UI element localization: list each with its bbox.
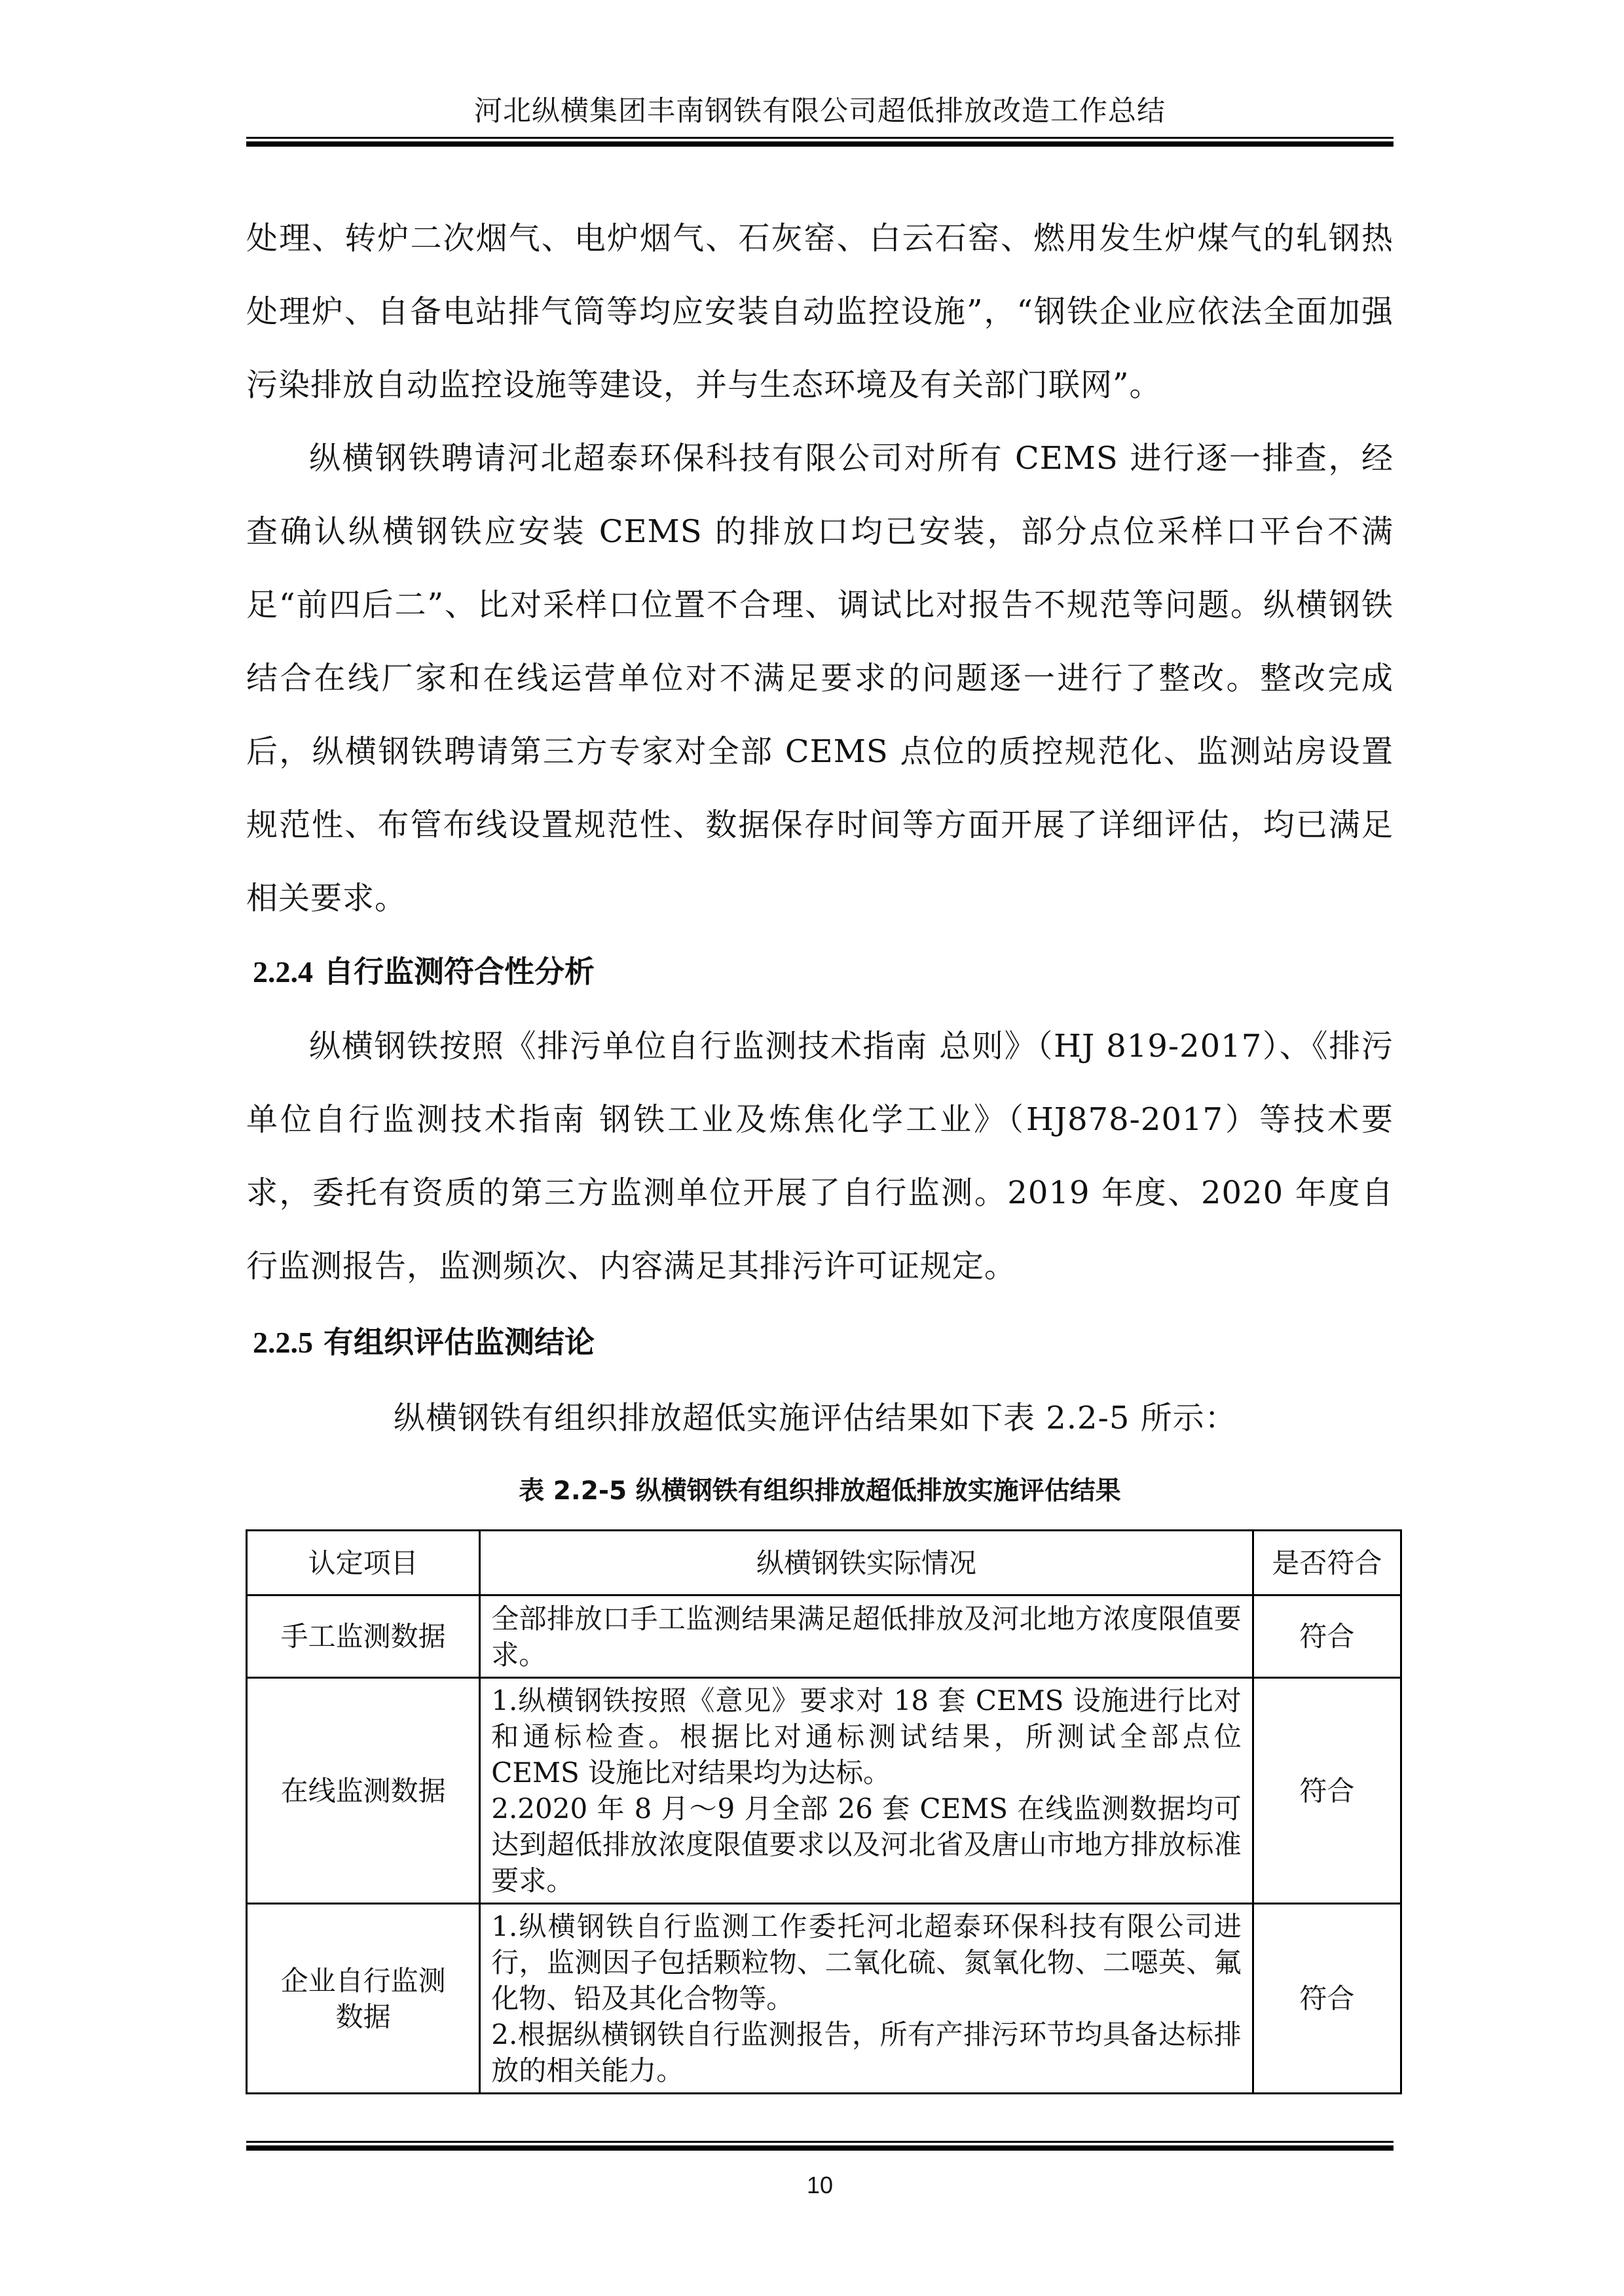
section-title: 自行监测符合性分析 bbox=[323, 954, 595, 989]
footer-rule-thin bbox=[246, 2141, 1393, 2143]
paragraph-continuation: 处理、转炉二次烟气、电炉烟气、石灰窑、白云石窑、燃用发生炉煤气的轧钢热处理炉、自备电站排气筒等均应安装自动监控设施”，“钢铁企业应依法全面加强污染排放自动监控设施等建设，并与生态环境及有关部门联网”。 bbox=[246, 220, 1393, 403]
table-header-cell: 是否符合 bbox=[1253, 1531, 1401, 1595]
paragraph-self-monitoring: 纵横钢铁按照《排污单位自行监测技术指南 总则》（HJ 819-2017）、《排污单位自行监测技术指南 钢铁工业及炼焦化学工业》（HJ878-2017）等技术要求，委托有资质的第三方监测单位开展了自行监测。2019 年度、2020 年度自行监测报告，监测频次、内容满足其排污许可证规定。 bbox=[246, 1028, 1393, 1285]
table-header-cell: 纵横钢铁实际情况 bbox=[480, 1531, 1253, 1595]
table-cell-detail bbox=[480, 1678, 1253, 1904]
page-number: 10 bbox=[806, 2172, 834, 2198]
table-header-row bbox=[247, 1531, 1401, 1595]
table-cell-result: 符合 bbox=[1253, 1904, 1401, 2094]
header-rule-thin bbox=[246, 137, 1393, 139]
evaluation-table bbox=[246, 1529, 1402, 2094]
detail-line: 2.2020 年 8 月～9 月全部 26 套 CEMS 在线监测数据均可达到超低排放浓度限值要求以及河北省及唐山市地方排放标准要求。 bbox=[491, 1793, 1242, 1897]
section-heading-2-2-4 bbox=[253, 939, 595, 1005]
paragraph-cems-review: 纵横钢铁聘请河北超泰环保科技有限公司对所有 CEMS 进行逐一排查，经查确认纵横钢铁应安装 CEMS 的排放口均已安装，部分点位采样口平台不满足“前四后二”、比对采样口位置不合理、调试比对报告不规范等问题。纵横钢铁结合在线厂家和在线运营单位对不满足要求的问题逐一进行了整改。整改完成后，纵横钢铁聘请第三方专家对全部 CEMS 点位的质控规范化、监测站房设置规范性、布管布线设置规范性、数据保存时间等方面开展了详细评估，均已满足相关要求。 bbox=[246, 440, 1393, 917]
section-title: 有组织评估监测结论 bbox=[323, 1324, 595, 1360]
table-header-cell: 认定项目 bbox=[247, 1531, 480, 1595]
table-row bbox=[247, 1595, 1401, 1678]
paragraph-table-intro: 纵横钢铁有组织排放超低实施评估结果如下表 2.2-5 所示： bbox=[394, 1400, 1237, 1436]
section-heading-2-2-5 bbox=[253, 1309, 595, 1376]
table-cell-result: 符合 bbox=[1253, 1595, 1401, 1678]
table-row bbox=[247, 1904, 1401, 2094]
table-cell-item: 在线监测数据 bbox=[247, 1678, 480, 1904]
table-cell-item: 手工监测数据 bbox=[247, 1595, 480, 1678]
item-label: 企业自行监测数据 bbox=[280, 1964, 446, 2033]
table-cell-detail bbox=[480, 1595, 1253, 1678]
section-number: 2.2.5 bbox=[253, 1326, 313, 1359]
section-number: 2.2.4 bbox=[253, 955, 313, 989]
detail-line: 1.纵横钢铁按照《意见》要求对 18 套 CEMS 设施进行比对和通标检查。根据比对通标测试结果，所测试全部点位 CEMS 设施比对结果均为达标。 bbox=[491, 1685, 1242, 1789]
table-cell-result: 符合 bbox=[1253, 1678, 1401, 1904]
table-cell-item bbox=[247, 1904, 480, 2094]
table-caption: 表 2.2-5 纵横钢铁有组织排放超低排放实施评估结果 bbox=[519, 1476, 1121, 1506]
table-row bbox=[247, 1678, 1401, 1904]
detail-line: 全部排放口手工监测结果满足超低排放及河北地方浓度限值要求。 bbox=[491, 1602, 1242, 1671]
table-cell-detail bbox=[480, 1904, 1253, 2094]
header-rule-thick bbox=[246, 141, 1393, 147]
detail-line: 1.纵横钢铁自行监测工作委托河北超泰环保科技有限公司进行，监测因子包括颗粒物、二氧化硫、氮氧化物、二噁英、氟化物、铅及其化合物等。 bbox=[491, 1910, 1242, 2014]
footer-rule-thick bbox=[246, 2145, 1393, 2151]
detail-line: 2.根据纵横钢铁自行监测报告，所有产排污环节均具备达标排放的相关能力。 bbox=[491, 2018, 1242, 2086]
page-header-title: 河北纵横集团丰南钢铁有限公司超低排放改造工作总结 bbox=[474, 95, 1166, 128]
